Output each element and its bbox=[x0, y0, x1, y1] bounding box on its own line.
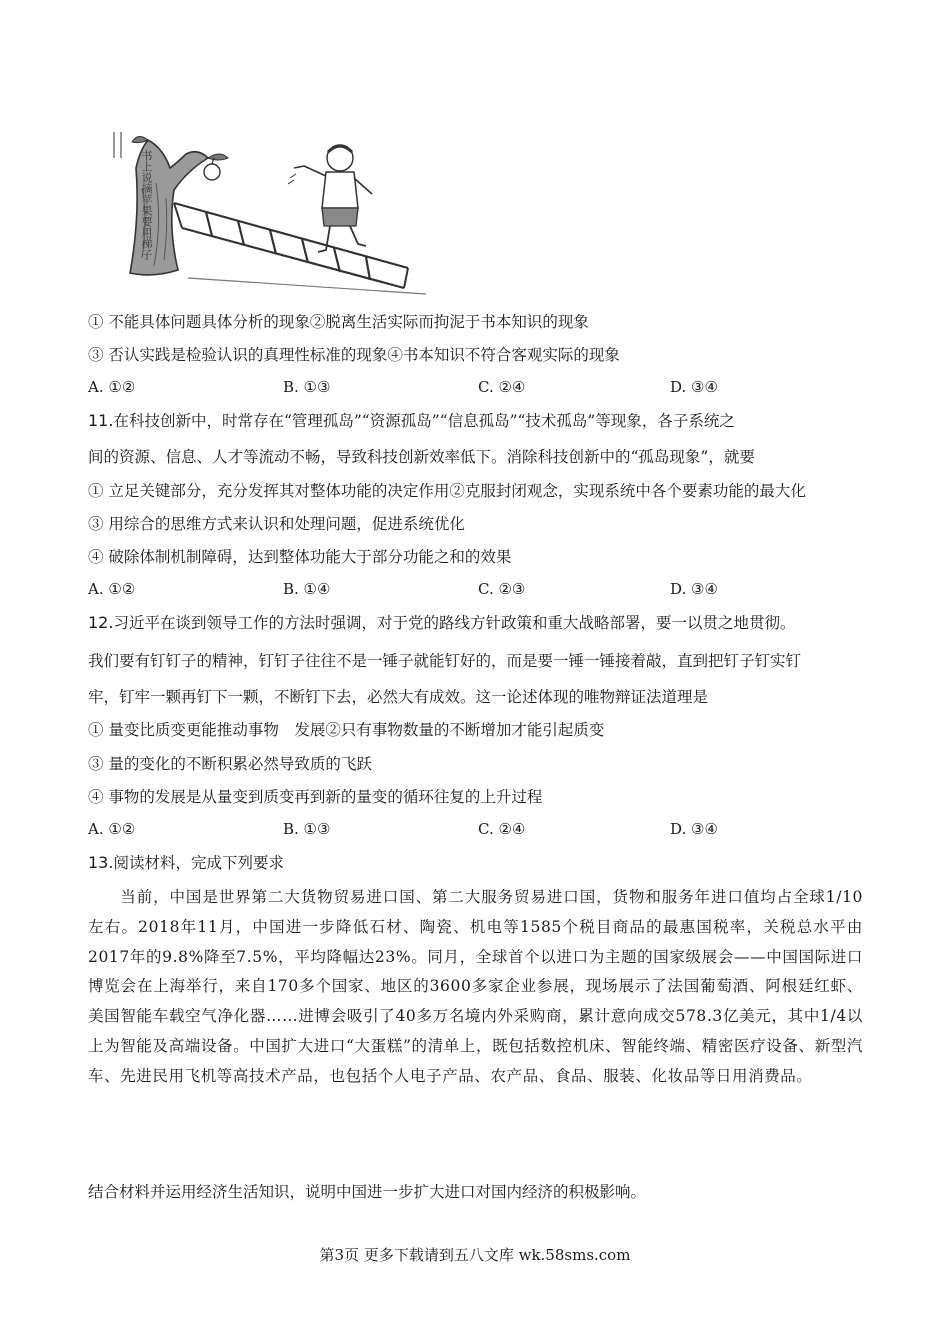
q10-option-a[interactable]: A. ①② bbox=[88, 378, 136, 396]
q10-option-b[interactable]: B. ①③ bbox=[283, 378, 331, 396]
q13-number: 13. bbox=[88, 853, 114, 872]
q13-question: 结合材料并运用经济生活知识，说明中国进一步扩大进口对国内经济的积极影响。 bbox=[88, 1183, 647, 1201]
q10-options bbox=[88, 378, 868, 398]
page-footer: 第3页 更多下载请到五八文库 wk.58sms.com bbox=[319, 1246, 631, 1264]
q12-stem-line-1 bbox=[88, 613, 795, 633]
q12-statement-2: ③ 量的变化的不断积累必然导致质的飞跃 bbox=[88, 755, 372, 773]
q11-statement-1: ① 立足关键部分，充分发挥其对整体功能的决定作用②克服封闭观念，实现系统中各个要素功能的最大化 bbox=[88, 482, 806, 500]
q12-statement-3: ④ 事物的发展是从量变到质变再到新的量变的循环往复的上升过程 bbox=[88, 788, 543, 806]
q12-stem-text-1: 习近平在谈到领导工作的方法时强调，对于党的路线方针政策和重大战略部署，要一以贯之地贯彻。 bbox=[113, 614, 796, 632]
q10-option-c[interactable]: C. ②④ bbox=[478, 378, 526, 396]
q12-option-d[interactable]: D. ③④ bbox=[670, 820, 718, 838]
q11-stem-line-2: 间的资源、信息、人才等流动不畅，导致科技创新效率低下。消除科技创新中的“孤岛现象”，就要 bbox=[88, 448, 755, 466]
q11-option-b[interactable]: B. ①④ bbox=[283, 580, 331, 598]
ladder-cartoon-image bbox=[108, 128, 438, 298]
q11-options bbox=[88, 580, 868, 600]
q12-option-c[interactable]: C. ②④ bbox=[478, 820, 526, 838]
q12-stem-line-3: 牢，钉牢一颗再钉下一颗，不断钉下去，必然大有成效。这一论述体现的唯物辩证法道理是 bbox=[88, 688, 709, 706]
q11-option-c[interactable]: C. ②③ bbox=[478, 580, 526, 598]
q10-option-d[interactable]: D. ③④ bbox=[670, 378, 718, 396]
q12-option-a[interactable]: A. ①② bbox=[88, 820, 136, 838]
q12-option-b[interactable]: B. ①③ bbox=[283, 820, 331, 838]
q11-option-d[interactable]: D. ③④ bbox=[670, 580, 718, 598]
q13-stem-text: 阅读材料，完成下列要求 bbox=[113, 854, 284, 872]
cartoon-caption: 书上说摘苹果要用梯子 bbox=[140, 150, 153, 260]
q10-statement-1: ① 不能具体问题具体分析的现象②脱离生活实际而拘泥于书本知识的现象 bbox=[88, 313, 589, 331]
q11-statement-3: ④ 破除体制机制障碍，达到整体功能大于部分功能之和的效果 bbox=[88, 548, 512, 566]
q12-options bbox=[88, 820, 868, 840]
q13-material-text: 当前，中国是世界第二大货物贸易进口国、第二大服务贸易进口国，货物和服务年进口值均占全球1/10左右。2018年11月，中国进一步降低石材、陶瓷、机电等1585个税目商品的最惠国税率，关税总水平由2017年的9.8%降至7.5%，平均降幅达23%。同月，全球首个以进口为主题的国家级展会——中国国际进口博览会在上海举行，来自170多个国家、地区的3600多家企业参展，现场展示了法国葡萄酒、阿根廷红虾、美国智能车载空气净化器……进博会吸引了40多万名境内外采购商，累计意向成交578.3亿美元，其中1/4以上为智能及高端设备。中国扩大进口“大蛋糕”的清单上，既包括数控机床、智能终端、精密医疗设备、新型汽车、先进民用飞机等高技术产品，也包括个人电子产品、农产品、食品、服装、化妆品等日用消费品。 bbox=[88, 888, 863, 1085]
q11-statement-2: ③ 用综合的思维方式来认识和处理问题，促进系统优化 bbox=[88, 515, 465, 533]
q13-stem bbox=[88, 853, 284, 873]
q12-statement-1: ① 量变比质变更能推动事物 发展②只有事物数量的不断增加才能引起质变 bbox=[88, 721, 605, 739]
q12-number: 12. bbox=[88, 613, 114, 632]
q13-material bbox=[88, 883, 863, 1092]
q11-option-a[interactable]: A. ①② bbox=[88, 580, 136, 598]
q10-statement-2: ③ 否认实践是检验认识的真理性标准的现象④书本知识不符合客观实际的现象 bbox=[88, 346, 620, 364]
q11-stem-text-1: 在科技创新中，时常存在“管理孤岛”“资源孤岛”“信息孤岛”“技术孤岛”等现象，各子系统之 bbox=[113, 412, 735, 430]
q11-number: 11. bbox=[88, 411, 114, 430]
q11-stem-line-1 bbox=[88, 411, 735, 431]
q12-stem-line-2: 我们要有钉钉子的精神，钉钉子往往不是一锤子就能钉好的，而是要一锤一锤接着敲，直到把钉子钉实钉 bbox=[88, 652, 802, 670]
